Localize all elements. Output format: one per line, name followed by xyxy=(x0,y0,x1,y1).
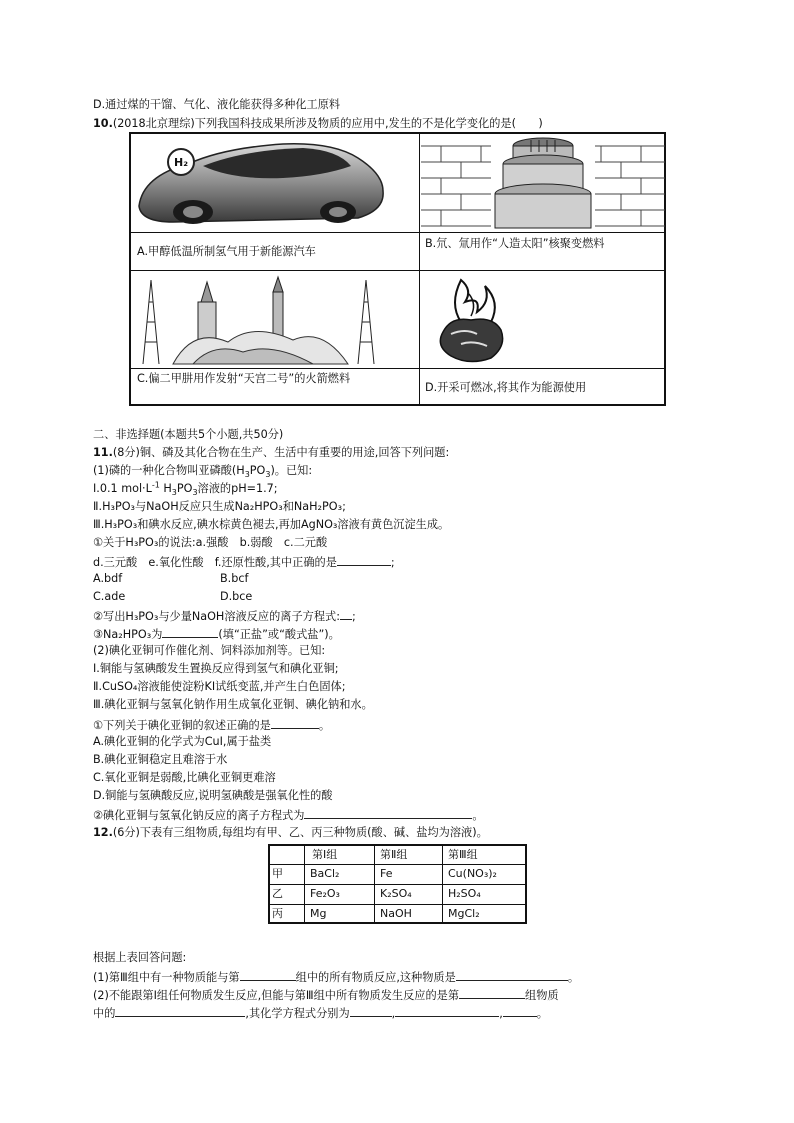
table-header: 第Ⅲ组 xyxy=(448,848,478,861)
q11-options-row2 xyxy=(93,589,253,604)
q11-sub2-end: ; xyxy=(352,610,356,623)
answer-blank[interactable] xyxy=(337,553,391,566)
q11-part2: (2)碘化亚铜可作催化剂、饲料添加剂等。已知: xyxy=(93,644,326,657)
q12-sub2-cont-d: , xyxy=(499,1007,503,1020)
q12-sub1-b: 组中的所有物质反应,这种物质是 xyxy=(295,971,456,984)
table-cell: BaCl₂ xyxy=(310,867,340,880)
q11-sub1-cont-text: d.三元酸 e.氧化性酸 f.还原性酸,其中正确的是 xyxy=(93,556,337,569)
q12-text: (6分)下表有三组物质,每组均有甲、乙、丙三种物质(酸、碱、盐均为溶液)。 xyxy=(112,826,488,839)
q11-option-d: D.bce xyxy=(220,590,253,603)
answer-blank[interactable] xyxy=(304,806,472,819)
table-cell: Cu(NO₃)₂ xyxy=(448,867,497,880)
q11-info-i-sup: -1 xyxy=(151,480,160,490)
answer-blank[interactable] xyxy=(271,716,319,729)
q11-number: 11. xyxy=(93,446,113,459)
q11-info-i-a: Ⅰ.0.1 mol·L xyxy=(93,482,152,495)
q11-part2-sub2-text: ②碘化亚铜与氢氧化钠反应的离子方程式为 xyxy=(93,809,305,822)
q11-part2-option-a: A.碘化亚铜的化学式为CuI,属于盐类 xyxy=(93,735,272,748)
q11-part2-sub1 xyxy=(93,716,330,733)
answer-blank[interactable] xyxy=(240,968,296,981)
q11-part1-a: (1)磷的一种化合物叫亚磷酸(H xyxy=(93,464,245,477)
answer-blank[interactable] xyxy=(162,625,218,638)
answer-blank[interactable] xyxy=(115,1004,245,1017)
answer-blank[interactable] xyxy=(395,1004,499,1017)
q10-option-d: D.开采可燃冰,将其作为能源使用 xyxy=(425,381,587,394)
q11-part2-sub2 xyxy=(93,806,484,823)
q11-part2-ii: Ⅱ.CuSO₄溶液能使淀粉KI试纸变蓝,并产生白色固体; xyxy=(93,680,346,693)
answer-blank[interactable] xyxy=(350,1004,392,1017)
q10-option-b: B.氘、氚用作“人造太阳”核聚变燃料 xyxy=(425,237,605,250)
q11-sub2 xyxy=(93,607,356,624)
table-row-label: 甲 xyxy=(272,867,283,880)
q12-sub2-a: (2)不能跟第Ⅰ组任何物质发生反应,但能与第Ⅲ组中所有物质发生反应的是第 xyxy=(93,989,460,1002)
q11-sub1-cont xyxy=(93,553,395,570)
q11-part2-i: Ⅰ.铜能与氢碘酸发生置换反应得到氢气和碘化亚铜; xyxy=(93,662,339,675)
q12-sub2-cont-a: 中的 xyxy=(93,1007,116,1020)
table-header: 第Ⅱ组 xyxy=(380,848,408,861)
q10-options-grid xyxy=(129,132,666,406)
q11-option-b: B.bcf xyxy=(220,572,249,585)
burning-ice-figure xyxy=(421,272,665,366)
q10-number: 10. xyxy=(93,117,113,130)
q11-info-ii: Ⅱ.H₃PO₃与NaOH反应只生成Na₂HPO₃和NaH₂PO₃; xyxy=(93,500,346,513)
q10-stem xyxy=(93,116,543,131)
q11-info-iii: Ⅲ.H₃PO₃和碘水反应,碘水棕黄色褪去,再加AgNO₃溶液有黄色沉淀生成。 xyxy=(93,518,450,531)
table-cell: Mg xyxy=(310,907,327,920)
table-cell: H₂SO₄ xyxy=(448,887,481,900)
q11-info-i-d: 溶液的pH=1.7; xyxy=(197,482,278,495)
q12-sub2-cont xyxy=(93,1004,548,1021)
q11-part2-iii: Ⅲ.碘化亚铜与氢氧化钠作用生成氧化亚铜、碘化钠和水。 xyxy=(93,698,373,711)
q12-table xyxy=(268,844,527,924)
q11-text: (8分)铜、磷及其化合物在生产、生活中有重要的用途,回答下列问题: xyxy=(112,446,450,459)
q11-option-c: C.ade xyxy=(93,590,126,603)
answer-blank[interactable] xyxy=(456,968,568,981)
q11-part2-sub1-text: ①下列关于碘化亚铜的叙述正确的是 xyxy=(93,719,271,732)
table-cell: Fe₂O₃ xyxy=(310,887,340,900)
q11-part2-sub1-end: 。 xyxy=(318,719,331,732)
q12-sub2-cont-c: , xyxy=(391,1007,396,1020)
answer-blank[interactable] xyxy=(503,1004,537,1017)
q11-part1-c: )。已知: xyxy=(270,464,313,477)
car-badge: H₂ xyxy=(174,156,189,169)
table-cell: MgCl₂ xyxy=(448,907,480,920)
table-cell: Fe xyxy=(380,867,393,880)
q12-number: 12. xyxy=(93,826,113,839)
q11-part2-option-b: B.碘化亚铜稳定且难溶于水 xyxy=(93,753,228,766)
q10-text: (2018北京理综)下列我国科技成果所涉及物质的应用中,发生的不是化学变化的是( ) xyxy=(112,117,543,130)
q12-sub2-b: 组物质 xyxy=(525,989,559,1002)
q11-info-i-b: H xyxy=(159,482,172,495)
q12-sub1 xyxy=(93,968,579,985)
table-header: 第Ⅰ组 xyxy=(312,848,338,861)
option-d-prev: D.通过煤的干馏、气化、液化能获得多种化工原料 xyxy=(93,98,341,111)
table-row-label: 丙 xyxy=(272,907,283,920)
q11-option-a: A.bdf xyxy=(93,572,123,585)
q12-sub2 xyxy=(93,986,559,1003)
q12-intro: 根据上表回答问题: xyxy=(93,951,187,964)
q11-sub1: ①关于H₃PO₃的说法:a.强酸 b.弱酸 c.二元酸 xyxy=(93,536,328,549)
fusion-reactor-figure xyxy=(421,136,665,230)
q11-sub3-b: (填“正盐”或“酸式盐”)。 xyxy=(218,628,340,641)
q11-part2-option-c: C.氧化亚铜是弱酸,比碘化亚铜更难溶 xyxy=(93,771,276,784)
answer-blank[interactable] xyxy=(340,607,352,620)
q12-sub2-cont-e: 。 xyxy=(536,1007,548,1020)
q11-info-i-c: PO xyxy=(176,482,193,495)
q11-sub2-text: ②写出H₃PO₃与少量NaOH溶液反应的离子方程式: xyxy=(93,610,340,623)
q11-part1: (1)磷的一种化合物叫亚磷酸$(H_3PO_3)$。已知: xyxy=(93,464,313,480)
q11-sub3 xyxy=(93,625,340,642)
q10-option-a: A.甲醇低温所制氢气用于新能源汽车 xyxy=(137,245,316,258)
q12-sub2-cont-b: ,其化学方程式分别为 xyxy=(245,1007,350,1020)
q11-part2-sub2-end: 。 xyxy=(472,809,484,822)
answer-blank[interactable] xyxy=(459,986,525,999)
table-cell: K₂SO₄ xyxy=(380,887,412,900)
q11-options-row1 xyxy=(93,571,249,586)
table-row-label: 乙 xyxy=(272,887,283,900)
q12-sub1-c: 。 xyxy=(567,971,580,984)
section-2-heading: 二、非选择题(本题共5个小题,共50分) xyxy=(93,428,284,441)
q12-sub1-a: (1)第Ⅲ组中有一种物质能与第 xyxy=(93,971,240,984)
q11-sub3-a: ③Na₂HPO₃为 xyxy=(93,628,163,641)
rocket-launch-figure xyxy=(133,272,417,366)
q11-part1-b: PO xyxy=(249,464,266,477)
q10-option-c: C.偏二甲肼用作发射“天宫二号”的火箭燃料 xyxy=(137,372,351,385)
q11-stem xyxy=(93,445,449,460)
q11-part2-option-d: D.铜能与氢碘酸反应,说明氢碘酸是强氧化性的酸 xyxy=(93,789,333,802)
q11-info-i: Ⅰ.0.1 $mol\cdot L^{-1}$ $H_3PO_3$溶液的pH=1.7; xyxy=(93,480,278,498)
car-figure xyxy=(133,136,417,230)
q11-sub1-cont-end: ; xyxy=(390,556,395,569)
table-cell: NaOH xyxy=(380,907,412,920)
q12-stem xyxy=(93,825,488,840)
